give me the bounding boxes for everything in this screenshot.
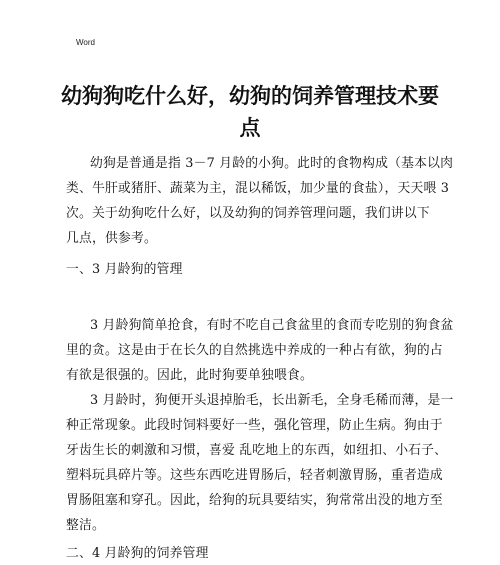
section-1-heading: 一、3 月龄狗的管理 [66,262,183,277]
section-1-para-2-line-3: 牙齿生长的刺激和习惯，喜爱 乱吃地上的东西，如纽扣、小石子、 [66,443,448,458]
document-title-line-1: 幼狗狗吃什么好，幼狗的饲养管理技术要 [61,83,439,108]
intro-line-2: 类、牛肝或猪肝、蔬菜为主，混以稀饭，加少量的食盐），天天喂 3 [66,181,450,196]
intro-line-3: 次。关于幼狗吃什么好，以及幼狗的饲养管理问题，我们讲以下 [66,206,430,221]
section-1-para-2-line-4: 塑料玩具碎片等。这些东西吃进胃肠后，轻者刺激胃肠，重者造成 [66,468,443,483]
section-1-para-2-line-5: 胃肠阻塞和穿孔。因此，给狗的玩具要结实，狗常常出没的地方至 [66,493,443,508]
section-1-para-1-line-1: 3 月龄狗简单抢食，有时不吃自己食盆里的食而专吃别的狗食盆 [90,318,454,333]
intro-line-4: 几点，供参考。 [66,231,157,246]
section-1-para-1-line-3: 有欲是很强的。因此，此时狗要单独喂食。 [66,368,313,383]
intro-line-1: 幼狗是普通是指 3－7 月龄的小狗。此时的食物构成（基本以肉 [90,156,454,171]
section-1-para-1-line-2: 里的贪。这是由于在长久的自然挑选中养成的一种占有欲，狗的占 [66,343,443,358]
section-2-heading: 二、4 月龄狗的饲养管理 [66,546,209,561]
section-1-para-2-line-1: 3 月龄时，狗便开头退掉胎毛，长出新毛，全身毛稀而薄，是一 [90,393,454,408]
document-title-line-2: 点 [239,115,261,140]
header-app-label: Word [76,38,95,47]
section-1-para-2-line-2: 种正常现象。此段时饲料要好一些，强化管理，防止生病。狗由于 [66,418,443,433]
section-1-para-2-line-6: 整洁。 [66,518,105,533]
